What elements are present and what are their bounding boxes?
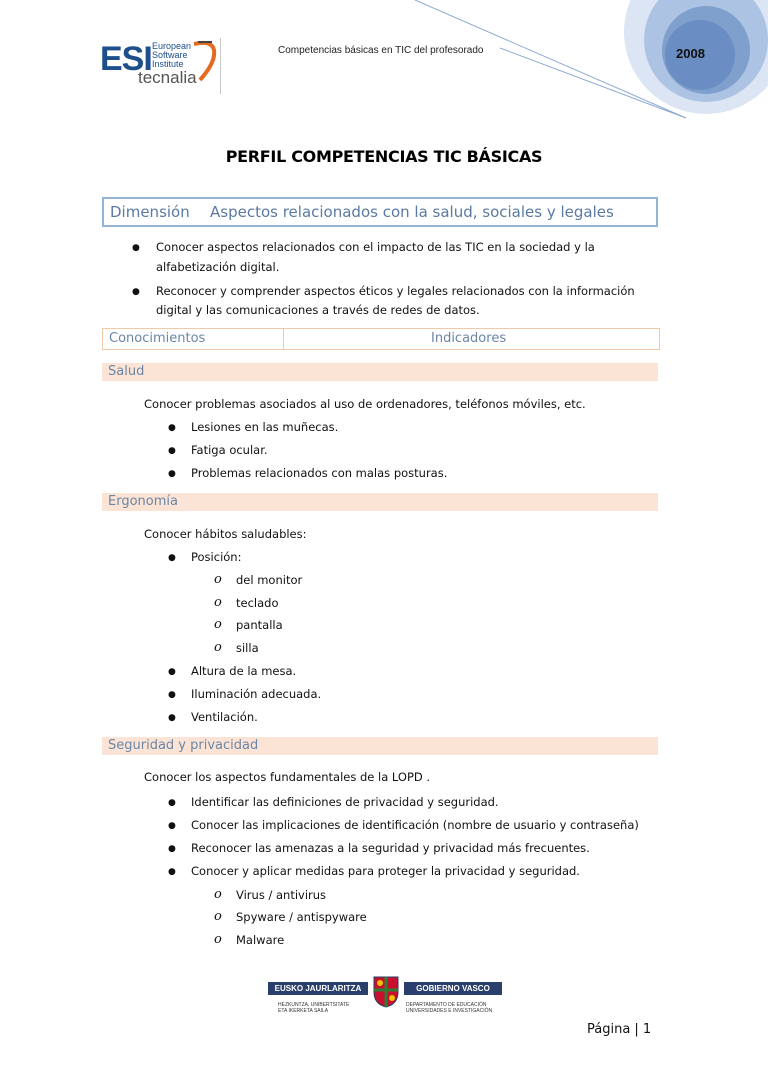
- sub-list-item: Virus / antivirus: [236, 888, 327, 902]
- circle-bullet-icon: o: [214, 932, 222, 947]
- list-item: Lesiones en las muñecas.: [191, 420, 339, 434]
- section-intro: Conocer problemas asociados al uso de ordenadores, teléfonos móviles, etc.: [144, 397, 586, 411]
- gov-logo-sub: HEZKUNTZA, UNIBERTSITATE: [278, 1002, 350, 1008]
- gobierno-vasco-logo: [268, 974, 502, 1016]
- list-item: Posición:: [191, 550, 242, 564]
- tecnalia-text: tecnalia: [138, 68, 197, 87]
- column-header-indicadores: Indicadores: [431, 331, 507, 346]
- bullet-icon: ●: [168, 423, 176, 433]
- list-item: Iluminación adecuada.: [191, 687, 322, 701]
- list-item: Ventilación.: [191, 710, 258, 724]
- section-header-seguridad: [102, 737, 658, 755]
- esi-logo-line: European: [152, 41, 192, 51]
- esi-logo-line: Institute: [152, 59, 184, 69]
- bullet-icon: ●: [168, 667, 176, 677]
- gov-logo-sub: ETA IKERKETA SAILA: [278, 1008, 329, 1014]
- sub-list-item: pantalla: [236, 618, 283, 632]
- objective-line: Conocer aspectos relacionados con el impacto de las TIC en la sociedad y la: [156, 240, 595, 254]
- list-item: Problemas relacionados con malas posturas.: [191, 466, 448, 480]
- header-year: 2008: [676, 46, 705, 61]
- esi-logo: [100, 38, 222, 94]
- section-title: Ergonomía: [108, 494, 178, 509]
- list-item: Conocer las implicaciones de identificación (nombre de usuario y contraseña): [191, 818, 639, 832]
- dimension-box: [102, 197, 658, 227]
- circle-bullet-icon: o: [214, 887, 222, 902]
- gov-logo-left: EUSKO JAURLARITZA: [268, 982, 368, 995]
- sub-list-item: Spyware / antispyware: [236, 910, 367, 924]
- objective-line: digital y las comunicaciones a través de redes de datos.: [156, 303, 480, 317]
- circle-bullet-icon: o: [214, 572, 222, 587]
- column-header-conocimientos: Conocimientos: [109, 331, 206, 346]
- list-item: Fatiga ocular.: [191, 443, 268, 457]
- bullet-icon: ●: [168, 553, 176, 563]
- section-title: Seguridad y privacidad: [108, 738, 259, 753]
- list-item: Conocer y aplicar medidas para proteger la privacidad y seguridad.: [191, 864, 580, 878]
- circle-bullet-icon: o: [214, 909, 222, 924]
- sub-list-item: silla: [236, 641, 259, 655]
- bullet-icon: ●: [168, 844, 176, 854]
- gov-logo-sub: UNIVERSIDADES E INVESTIGACIÓN: [406, 1008, 493, 1014]
- section-header-ergonomia: [102, 493, 658, 511]
- bullet-icon: ●: [168, 469, 176, 479]
- list-item: Identificar las definiciones de privacidad y seguridad.: [191, 795, 499, 809]
- objective-line: Reconocer y comprender aspectos éticos y legales relacionados con la información: [156, 284, 635, 298]
- table-header: [102, 328, 660, 350]
- esi-swoosh-icon: [192, 38, 218, 82]
- dimension-label: Dimensión: [110, 203, 190, 221]
- header-title: Competencias básicas en TIC del profesorado: [278, 45, 484, 56]
- section-header-salud: [102, 363, 658, 381]
- column-divider: [283, 329, 284, 349]
- bullet-icon: ●: [168, 821, 176, 831]
- section-title: Salud: [108, 364, 145, 379]
- bullet-icon: ●: [168, 713, 176, 723]
- section-intro: Conocer los aspectos fundamentales de la LOPD .: [144, 770, 431, 784]
- list-item: Reconocer las amenazas a la seguridad y privacidad más frecuentes.: [191, 841, 590, 855]
- bullet-icon: ●: [168, 690, 176, 700]
- sub-list-item: Malware: [236, 933, 285, 947]
- bullet-icon: ●: [132, 243, 140, 253]
- dimension-name: Aspectos relacionados con la salud, sociales y legales: [210, 203, 614, 221]
- objective-line: alfabetización digital.: [156, 260, 280, 274]
- sub-list-item: del monitor: [236, 573, 303, 587]
- logo-divider: [220, 38, 221, 94]
- document-title: PERFIL COMPETENCIAS TIC BÁSICAS: [225, 147, 543, 166]
- circle-bullet-icon: o: [214, 595, 222, 610]
- section-intro: Conocer hábitos saludables:: [144, 527, 307, 541]
- bullet-icon: ●: [168, 798, 176, 808]
- bullet-icon: ●: [168, 867, 176, 877]
- gov-logo-right: GOBIERNO VASCO: [404, 982, 502, 995]
- gov-logo-sub: DEPARTAMENTO DE EDUCACIÓN: [406, 1002, 487, 1008]
- coat-of-arms-icon: [371, 974, 401, 1008]
- page-number: Página | 1: [587, 1022, 652, 1037]
- list-item: Altura de la mesa.: [191, 664, 297, 678]
- circle-bullet-icon: o: [214, 640, 222, 655]
- sub-list-item: teclado: [236, 596, 279, 610]
- bullet-icon: ●: [168, 446, 176, 456]
- esi-logo-line: Software: [152, 50, 188, 60]
- circle-bullet-icon: o: [214, 617, 222, 632]
- bullet-icon: ●: [132, 287, 140, 297]
- esi-logo-text: ESI: [100, 40, 152, 78]
